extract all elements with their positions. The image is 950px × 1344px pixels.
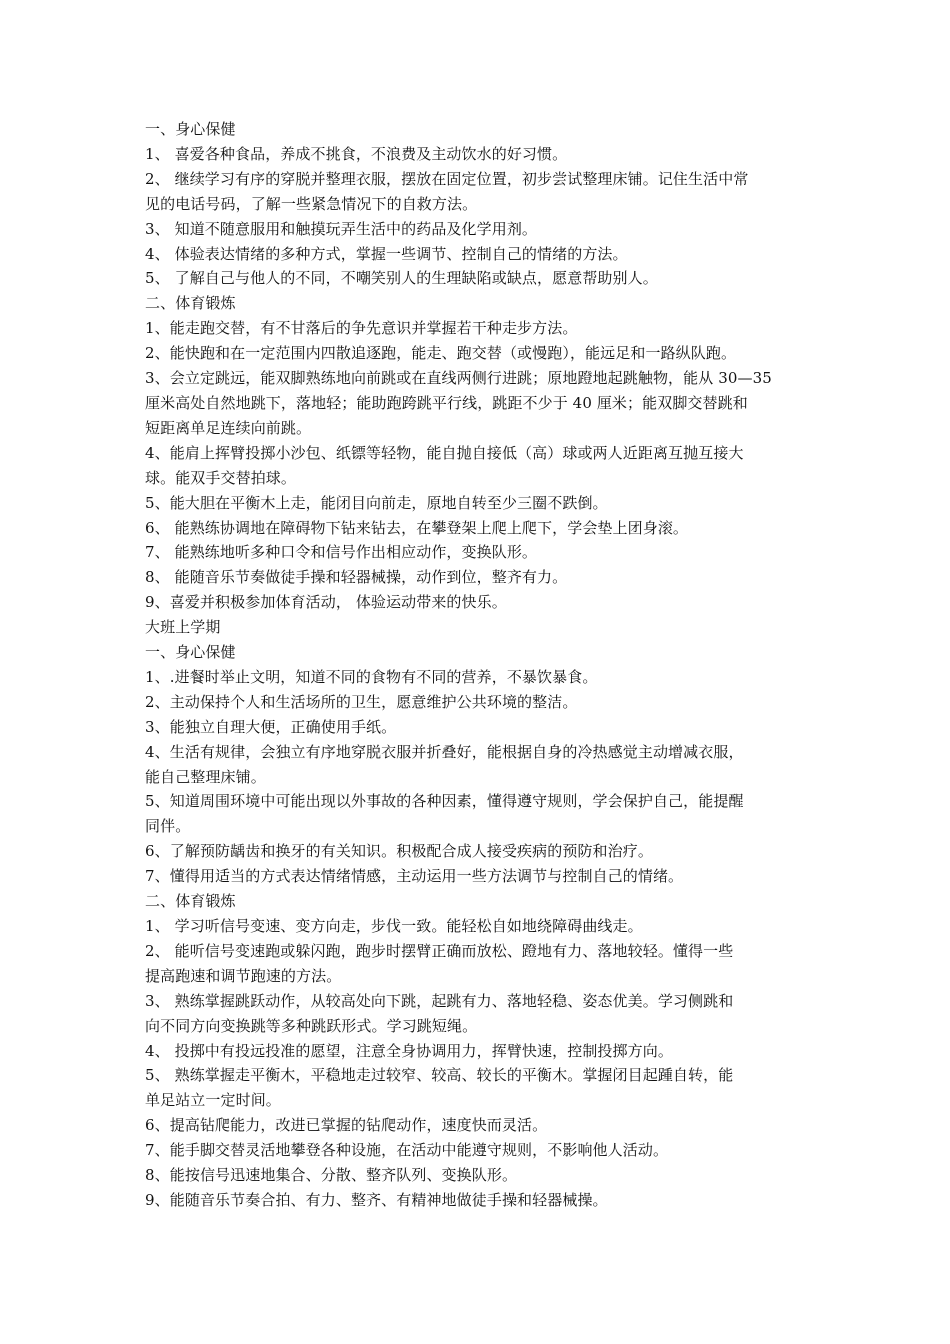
- text-line: 4、能肩上挥臂投掷小沙包、纸镖等轻物，能自抛自接低（高）球或两人近距离互抛互接大: [145, 443, 744, 462]
- text-line: 4、 投掷中有投远投准的愿望，注意全身协调用力，挥臂快速，控制投掷方向。: [145, 1041, 673, 1060]
- text-line: 2、能快跑和在一定范围内四散追逐跑，能走、跑交替（或慢跑），能远足和一路纵队跑。: [145, 344, 737, 363]
- text-line: 6、 能熟练协调地在障碍物下钻来钻去，在攀登架上爬上爬下，学会垫上团身滚。: [145, 518, 689, 537]
- text-line: 二、体育锻炼: [145, 294, 236, 313]
- text-line: 向不同方向变换跳等多种跳跃形式。学习跳短绳。: [145, 1016, 478, 1035]
- text-line: 1、能走跑交替，有不甘落后的争先意识并掌握若干种走步方法。: [145, 319, 578, 338]
- text-line: 能自己整理床铺。: [145, 767, 266, 786]
- text-line: 2、 继续学习有序的穿脱并整理衣服，摆放在固定位置，初步尝试整理床铺。记住生活中常: [145, 169, 749, 188]
- text-line: 9、喜爱并积极参加体育活动， 体验运动带来的快乐。: [145, 593, 507, 612]
- text-line: 一、身心保健: [145, 643, 236, 662]
- text-line: 5、能大胆在平衡木上走，能闭目向前走，原地自转至少三圈不跌倒。: [145, 493, 608, 512]
- text-line: 5、 熟练掌握走平衡木，平稳地走过较窄、较高、较长的平衡木。掌握闭目起踵自转，能: [145, 1066, 734, 1085]
- text-line: 7、 能熟练地听多种口令和信号作出相应动作，变换队形。: [145, 543, 538, 562]
- text-line: 1、 学习听信号变速、变方向走，步伐一致。能轻松自如地绕障碍曲线走。: [145, 917, 643, 935]
- text-line: 7、懂得用适当的方式表达情绪情感，主动运用一些方法调节与控制自己的情绪。: [145, 867, 684, 886]
- text-line: 6、提高钻爬能力，改进已掌握的钻爬动作，速度快而灵活。: [145, 1116, 548, 1135]
- text-line: 1、.进餐时举止文明，知道不同的食物有不同的营养，不暴饮暴食。: [145, 667, 598, 686]
- text-line: 3、会立定跳远，能双脚熟练地向前跳或在直线两侧行进跳；原地蹬地起跳触物，能从 30—35: [145, 369, 772, 388]
- text-line: 3、 知道不随意服用和触摸玩弄生活中的药品及化学用剂。: [145, 219, 538, 238]
- text-line: 二、体育锻炼: [145, 892, 236, 911]
- text-line: 一、身心保健: [145, 120, 236, 138]
- text-line: 见的电话号码，了解一些紧急情况下的自救方法。: [145, 194, 478, 213]
- text-line: 9、能随音乐节奏合拍、有力、整齐、有精神地做徒手操和轻器械操。: [145, 1190, 608, 1209]
- text-line: 厘米高处自然地跳下，落地轻；能助跑跨跳平行线，跳距不少于 40 厘米；能双脚交替跳和: [145, 393, 748, 412]
- text-line: 同伴。: [145, 817, 191, 836]
- text-line: 4、生活有规律，会独立有序地穿脱衣服并折叠好，能根据自身的冷热感觉主动增减衣服，: [145, 742, 744, 761]
- text-line: 7、能手脚交替灵活地攀登各种设施，在活动中能遵守规则，不影响他人活动。: [145, 1141, 669, 1160]
- document-page: [145, 117, 809, 1213]
- text-line: 5、知道周围环境中可能出现以外事故的各种因素，懂得遵守规则，学会保护自己，能提醒: [145, 792, 744, 811]
- text-line: 提高跑速和调节跑速的方法。: [145, 966, 342, 985]
- text-line: 3、能独立自理大便，正确使用手纸。: [145, 717, 397, 736]
- text-line: 单足站立一定时间。: [145, 1091, 281, 1110]
- text-line: 3、 熟练掌握跳跃动作，从较高处向下跳，起跳有力、落地轻稳、姿态优美。学习侧跳和: [145, 991, 734, 1010]
- text-line: 2、 能听信号变速跑或躲闪跑，跑步时摆臂正确而放松、蹬地有力、落地较轻。懂得一些: [145, 941, 734, 960]
- text-line: 大班上学期: [145, 618, 221, 637]
- text-line: 1、 喜爱各种食品，养成不挑食，不浪费及主动饮水的好习惯。: [145, 144, 568, 163]
- text-line: 4、 体验表达情绪的多种方式，掌握一些调节、控制自己的情绪的方法。: [145, 244, 628, 263]
- text-line: 8、 能随音乐节奏做徒手操和轻器械操，动作到位，整齐有力。: [145, 568, 568, 587]
- text-line: 8、能按信号迅速地集合、分散、整齐队列、变换队形。: [145, 1166, 518, 1185]
- text-line: 球。能双手交替拍球。: [145, 468, 297, 487]
- text-line: 5、 了解自己与他人的不同，不嘲笑别人的生理缺陷或缺点，愿意帮助别人。: [145, 269, 658, 288]
- text-line: 2、主动保持个人和生活场所的卫生，愿意维护公共环境的整洁。: [145, 692, 578, 711]
- text-line: 短距离单足连续向前跳。: [145, 418, 312, 437]
- text-line: 6、了解预防龋齿和换牙的有关知识。积极配合成人接受疾病的预防和治疗。: [145, 842, 653, 861]
